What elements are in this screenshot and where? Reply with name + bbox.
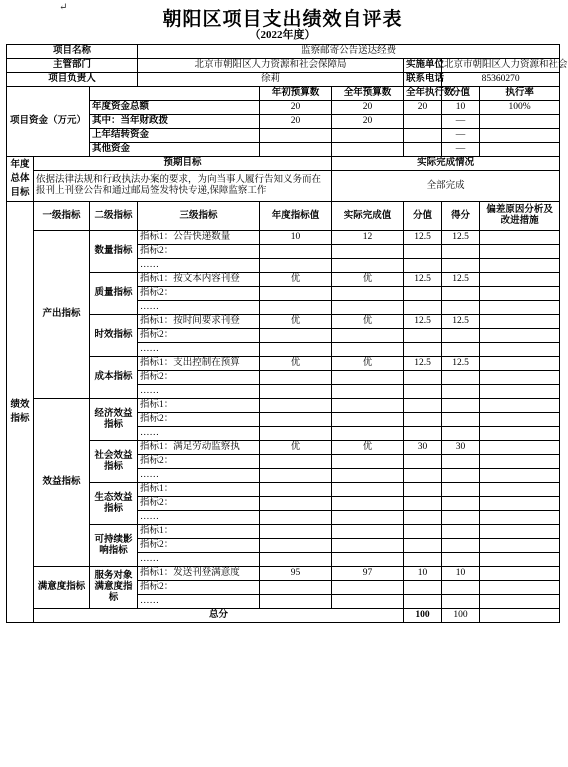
actual-value: 优 — [332, 357, 404, 371]
funds-cell — [332, 143, 404, 157]
funds-cell — [404, 143, 442, 157]
score-value: 12.5 — [404, 231, 442, 245]
l3-name: …… — [138, 553, 260, 567]
funds-header-blank — [90, 87, 260, 101]
goals-label: 年度总体目标 — [7, 157, 34, 202]
funds-cell — [480, 129, 560, 143]
l3-name: 指标2： — [138, 581, 260, 595]
total-got: 100 — [442, 609, 480, 623]
funds-row-label: 年度资金总额 — [90, 101, 260, 115]
actual-value — [332, 385, 404, 399]
target-value — [260, 497, 332, 511]
target-value — [260, 427, 332, 441]
score-value — [404, 511, 442, 525]
actual-value — [332, 245, 404, 259]
actual-value — [332, 539, 404, 553]
funds-cell — [404, 129, 442, 143]
score-value — [404, 259, 442, 273]
header-dev: 偏差原因分析及改进措施 — [480, 202, 560, 231]
target-value — [260, 553, 332, 567]
actual-value — [332, 581, 404, 595]
dev-value — [480, 245, 560, 259]
funds-cell: 20 — [260, 101, 332, 115]
unit-value: 北京市朝阳区人力资源和社会 — [442, 59, 560, 73]
actual-value — [332, 413, 404, 427]
header-score: 分值 — [404, 202, 442, 231]
score-value — [404, 385, 442, 399]
header-l1: 一级指标 — [34, 202, 90, 231]
satisfaction-label: 满意度指标 — [34, 567, 90, 609]
target-value — [260, 399, 332, 413]
score-value — [404, 595, 442, 609]
funds-cell — [480, 143, 560, 157]
target-value — [260, 595, 332, 609]
l3-name: 指标2： — [138, 539, 260, 553]
actual-value — [332, 455, 404, 469]
funds-header: 执行率 — [480, 87, 560, 101]
funds-header: 分值 — [442, 87, 480, 101]
score-value: 30 — [404, 441, 442, 455]
dev-value — [480, 231, 560, 245]
output-label: 产出指标 — [34, 231, 90, 399]
target-value — [260, 581, 332, 595]
got-value: 30 — [442, 441, 480, 455]
funds-cell — [260, 143, 332, 157]
funds-cell: 20 — [404, 101, 442, 115]
got-value — [442, 483, 480, 497]
score-value — [404, 455, 442, 469]
l2-label: 生态效益指标 — [90, 483, 138, 525]
target-value — [260, 343, 332, 357]
target-value — [260, 539, 332, 553]
got-value — [442, 595, 480, 609]
actual-value — [332, 595, 404, 609]
total-score: 100 — [404, 609, 442, 623]
phone-label: 联系电话 — [404, 73, 442, 87]
score-value — [404, 287, 442, 301]
goals-expected: 依据法律法规和行政执法办案的要求，为向当事人履行告知义务而在报刊上刊登公告和通过邮局签发特快专递,保障监察工作 — [34, 171, 332, 202]
leader-label: 项目负责人 — [7, 73, 138, 87]
l2-label: 质量指标 — [90, 273, 138, 315]
dept-value: 北京市朝阳区人力资源和社会保障局 — [138, 59, 404, 73]
funds-header: 年初预算数 — [260, 87, 332, 101]
funds-header: 全年执行数 — [404, 87, 442, 101]
funds-cell — [332, 129, 404, 143]
project-name-label: 项目名称 — [7, 45, 138, 59]
dev-value — [480, 315, 560, 329]
l3-name: …… — [138, 595, 260, 609]
target-value — [260, 483, 332, 497]
l3-name: 指标2： — [138, 455, 260, 469]
dev-value — [480, 511, 560, 525]
actual-value — [332, 511, 404, 525]
target-value: 10 — [260, 231, 332, 245]
l2-label: 数量指标 — [90, 231, 138, 273]
l2-label: 时效指标 — [90, 315, 138, 357]
actual-value: 优 — [332, 273, 404, 287]
got-value — [442, 581, 480, 595]
got-value — [442, 413, 480, 427]
got-value — [442, 469, 480, 483]
got-value — [442, 343, 480, 357]
score-value: 10 — [404, 567, 442, 581]
target-value: 优 — [260, 315, 332, 329]
l3-name: 指标1：按时间要求刊登 — [138, 315, 260, 329]
l3-name: 指标2： — [138, 413, 260, 427]
l3-name: 指标1：发送刊登满意度 — [138, 567, 260, 581]
dev-value — [480, 273, 560, 287]
actual-value: 97 — [332, 567, 404, 581]
funds-cell: — — [442, 129, 480, 143]
l2-label: 可持续影响指标 — [90, 525, 138, 567]
target-value — [260, 287, 332, 301]
dev-value — [480, 469, 560, 483]
unit-label: 实施单位 — [404, 59, 442, 73]
l3-name: 指标2： — [138, 371, 260, 385]
score-value — [404, 245, 442, 259]
got-value — [442, 399, 480, 413]
got-value: 12.5 — [442, 273, 480, 287]
actual-value — [332, 553, 404, 567]
funds-cell: 20 — [332, 101, 404, 115]
header-l2: 二级指标 — [90, 202, 138, 231]
goals-actual: 全部完成 — [332, 171, 560, 202]
score-value — [404, 301, 442, 315]
score-value — [404, 525, 442, 539]
target-value: 优 — [260, 273, 332, 287]
actual-value — [332, 371, 404, 385]
actual-value: 12 — [332, 231, 404, 245]
l3-name: 指标1：公告快递数量 — [138, 231, 260, 245]
l3-name: …… — [138, 301, 260, 315]
score-value: 12.5 — [404, 315, 442, 329]
goals-actual-label: 实际完成情况 — [332, 157, 560, 171]
header-actual: 实际完成值 — [332, 202, 404, 231]
actual-value: 优 — [332, 315, 404, 329]
dev-value — [480, 483, 560, 497]
dev-value — [480, 525, 560, 539]
got-value — [442, 245, 480, 259]
target-value — [260, 329, 332, 343]
l3-name: 指标2： — [138, 329, 260, 343]
funds-row-label: 上年结转资金 — [90, 129, 260, 143]
actual-value — [332, 469, 404, 483]
funds-row-label: 其他资金 — [90, 143, 260, 157]
page-title: 朝阳区项目支出绩效自评表 — [162, 9, 403, 30]
funds-cell — [480, 115, 560, 129]
got-value — [442, 497, 480, 511]
got-value — [442, 385, 480, 399]
target-value: 优 — [260, 441, 332, 455]
phone-value: 85360270 — [442, 73, 560, 87]
funds-cell: — — [442, 115, 480, 129]
target-value — [260, 455, 332, 469]
dev-value — [480, 441, 560, 455]
actual-value — [332, 329, 404, 343]
dev-value — [480, 301, 560, 315]
score-value — [404, 581, 442, 595]
target-value: 优 — [260, 357, 332, 371]
page-subtitle: （2022年度） — [249, 29, 316, 41]
got-value — [442, 287, 480, 301]
actual-value — [332, 343, 404, 357]
actual-value — [332, 399, 404, 413]
got-value — [442, 525, 480, 539]
target-value — [260, 525, 332, 539]
funds-cell — [404, 115, 442, 129]
score-value — [404, 413, 442, 427]
funds-cell: 20 — [332, 115, 404, 129]
header-target: 年度指标值 — [260, 202, 332, 231]
l3-name: 指标1： — [138, 525, 260, 539]
dev-value — [480, 371, 560, 385]
actual-value — [332, 483, 404, 497]
funds-cell: 100% — [480, 101, 560, 115]
actual-value — [332, 259, 404, 273]
dev-value — [480, 287, 560, 301]
dev-value — [480, 329, 560, 343]
l2-label: 社会效益指标 — [90, 441, 138, 483]
dev-value — [480, 581, 560, 595]
score-value: 12.5 — [404, 357, 442, 371]
actual-value: 优 — [332, 441, 404, 455]
actual-value — [332, 301, 404, 315]
score-value: 12.5 — [404, 273, 442, 287]
score-value — [404, 399, 442, 413]
header-got: 得分 — [442, 202, 480, 231]
got-value: 12.5 — [442, 315, 480, 329]
dev-value — [480, 385, 560, 399]
perf-side-label: 绩效指标 — [7, 202, 34, 623]
funds-cell: 10 — [442, 101, 480, 115]
score-value — [404, 329, 442, 343]
got-value — [442, 511, 480, 525]
target-value — [260, 385, 332, 399]
target-value — [260, 469, 332, 483]
l3-name: …… — [138, 343, 260, 357]
goals-expected-label: 预期目标 — [34, 157, 332, 171]
target-value: 95 — [260, 567, 332, 581]
total-dev — [480, 609, 560, 623]
dept-label: 主管部门 — [7, 59, 138, 73]
l3-name: 指标1：支出控制在预算 — [138, 357, 260, 371]
l2-label: 经济效益指标 — [90, 399, 138, 441]
target-value — [260, 301, 332, 315]
score-value — [404, 469, 442, 483]
got-value: 12.5 — [442, 357, 480, 371]
dev-value — [480, 539, 560, 553]
l3-name: …… — [138, 511, 260, 525]
project-name-value: 监察邮寄公告送达经费 — [138, 45, 560, 59]
l3-name: 指标2： — [138, 287, 260, 301]
got-value — [442, 329, 480, 343]
l3-name: 指标2： — [138, 497, 260, 511]
target-value — [260, 413, 332, 427]
evaluation-table — [6, 44, 568, 623]
leader-value: 徐莉 — [138, 73, 404, 87]
funds-row-label: 其中：当年财政拨 — [90, 115, 260, 129]
score-value — [404, 539, 442, 553]
header-l3: 三级指标 — [138, 202, 260, 231]
got-value: 10 — [442, 567, 480, 581]
dev-value — [480, 343, 560, 357]
l3-name: 指标2： — [138, 245, 260, 259]
dev-value — [480, 497, 560, 511]
target-value — [260, 511, 332, 525]
dev-value — [480, 399, 560, 413]
dev-value — [480, 259, 560, 273]
funds-header: 全年预算数 — [332, 87, 404, 101]
funds-label: 项目资金（万元） — [7, 87, 90, 157]
dev-value — [480, 455, 560, 469]
got-value — [442, 371, 480, 385]
score-value — [404, 371, 442, 385]
l3-name: 指标1： — [138, 483, 260, 497]
got-value — [442, 553, 480, 567]
funds-cell — [260, 129, 332, 143]
dev-value — [480, 413, 560, 427]
actual-value — [332, 497, 404, 511]
dev-value — [480, 427, 560, 441]
l2-label: 服务对象满意度指标 — [90, 567, 138, 609]
l3-name: …… — [138, 469, 260, 483]
got-value — [442, 259, 480, 273]
score-value — [404, 427, 442, 441]
actual-value — [332, 525, 404, 539]
score-value — [404, 553, 442, 567]
got-value — [442, 539, 480, 553]
actual-value — [332, 427, 404, 441]
l3-name: …… — [138, 259, 260, 273]
l2-label: 成本指标 — [90, 357, 138, 399]
dev-value — [480, 595, 560, 609]
benefit-label: 效益指标 — [34, 399, 90, 567]
l3-name: 指标1：按文本内容刊登 — [138, 273, 260, 287]
funds-cell: 20 — [260, 115, 332, 129]
l3-name: 指标1：满足劳动监察执 — [138, 441, 260, 455]
target-value — [260, 259, 332, 273]
total-label: 总分 — [34, 609, 404, 623]
got-value — [442, 427, 480, 441]
funds-cell: — — [442, 143, 480, 157]
actual-value — [332, 287, 404, 301]
dev-value — [480, 567, 560, 581]
got-value: 12.5 — [442, 231, 480, 245]
score-value — [404, 483, 442, 497]
dev-value — [480, 553, 560, 567]
got-value — [442, 455, 480, 469]
l3-name: …… — [138, 427, 260, 441]
l3-name: …… — [138, 385, 260, 399]
got-value — [442, 301, 480, 315]
score-value — [404, 343, 442, 357]
dev-value — [480, 357, 560, 371]
target-value — [260, 245, 332, 259]
target-value — [260, 371, 332, 385]
return-mark: ↵ — [59, 2, 68, 13]
score-value — [404, 497, 442, 511]
l3-name: 指标1： — [138, 399, 260, 413]
